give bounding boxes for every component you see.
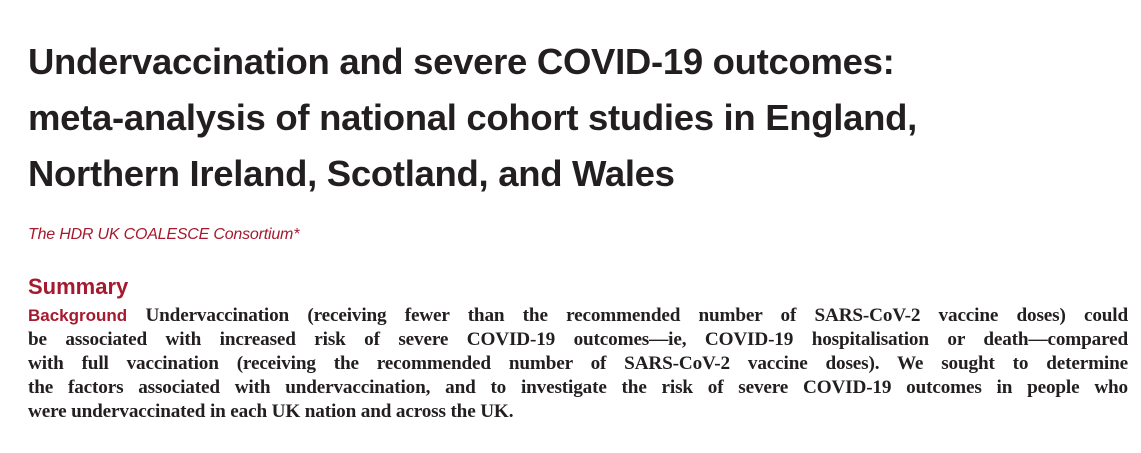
article-title [28,34,1128,202]
background-line-3: with full vaccination (receiving the recommended number of SARS-CoV-2 vaccine doses). We sought to determine [28,353,1128,374]
background-label: Background [28,306,128,325]
article-header [28,34,1128,422]
background-line-5: were undervaccinated in each UK nation and across the UK. [28,401,514,422]
summary-heading: Summary [28,274,129,299]
background-line-1-text: Undervaccination (receiving fewer than the recommended number of SARS-CoV-2 vaccine doses) could [127,305,1128,326]
background-line-1 [28,304,1128,328]
title-line-3: Northern Ireland, Scotland, and Wales [28,153,675,194]
title-line-1: Undervaccination and severe COVID-19 outcomes: [28,41,895,82]
author-byline: The HDR UK COALESCE Consortium* [28,226,300,243]
background-line-4: the factors associated with undervaccination, and to investigate the risk of severe COVID-19 outcomes in people who [28,377,1128,398]
background-line-2: be associated with increased risk of severe COVID-19 outcomes—ie, COVID-19 hospitalisation or death—compared [28,329,1128,350]
background-paragraph [28,304,1128,424]
title-line-2: meta-analysis of national cohort studies in England, [28,97,917,138]
